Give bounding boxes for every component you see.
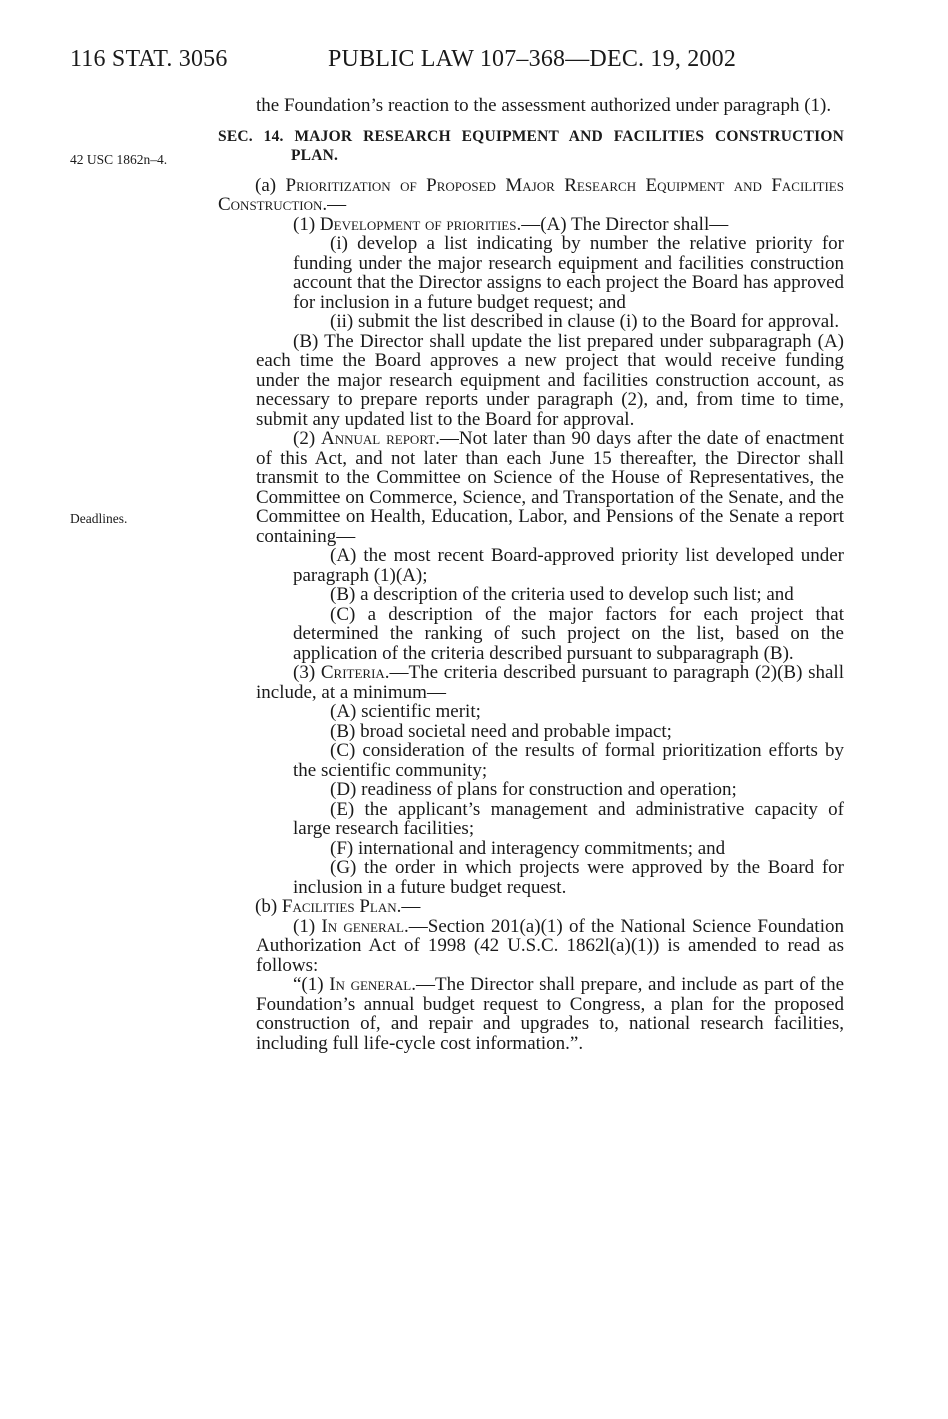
document-body [218, 96, 844, 1053]
b1-text: .—Section 201(a)(1) of the National Science Foundation Authorization Act of 1998 (42 U.S.C. 1862l(a)(1)) is amended to read as follows: [256, 915, 844, 976]
margin-note-deadlines: Deadlines. [70, 511, 128, 526]
b1-label: (1) [293, 915, 322, 937]
criterion-A: (A) scientific merit; [330, 701, 481, 722]
quoted-label: “(1) [293, 974, 330, 995]
clause-ii: (ii) submit the list described in clause (i) to the Board for approval. [330, 311, 840, 332]
continued-paragraph: the Foundation’s reaction to the assessment authorized under paragraph (1). [256, 95, 832, 116]
paragraph-2 [218, 429, 844, 546]
paragraph-2-label: (2) [293, 428, 322, 449]
public-law-citation: PUBLIC LAW 107–368—DEC. 19, 2002 [328, 46, 737, 72]
subsection-b [218, 897, 844, 917]
subsection-b-label: (b) [255, 896, 282, 917]
subparagraph-2C: (C) a description of the major factors for each project that determined the ranking of such project on the list, based on the application of the criteria described pursuant to subparagraph (B). [293, 603, 844, 664]
statute-page-number: 116 STAT. 3056 [70, 46, 228, 72]
paragraph-1-text: .—(A) The Director shall— [516, 213, 729, 235]
paragraph-3 [218, 663, 844, 702]
paragraph-2-title: Annual report [321, 428, 436, 449]
subsection-a-label: (a) [255, 174, 286, 196]
subsection-a [218, 176, 844, 215]
criterion-D: (D) readiness of plans for construction and operation; [330, 779, 737, 800]
clause-i: (i) develop a list indicating by number the relative priority for funding under the major research equipment and facilities construction account that the Director assigns to each project the Board has approved for inclusion in a future budget request; and [293, 233, 844, 313]
paragraph-3-label: (3) [293, 662, 321, 683]
subparagraph-2B: (B) a description of the criteria used to develop such list; and [330, 584, 794, 605]
subsection-b-dash: .— [396, 896, 421, 917]
subsection-a-title: Prioritization of Proposed Major Research Equipment and Facilities Construction [218, 174, 844, 215]
quoted-amendment [218, 975, 844, 1053]
subsection-b-title: Facilities Plan [281, 896, 397, 917]
b1-title: In general [321, 915, 404, 937]
paragraph-1-label: (1) [293, 213, 320, 235]
subparagraph-2A: (A) the most recent Board-approved priority list developed under paragraph (1)(A); [293, 545, 844, 586]
criterion-G: (G) the order in which projects were approved by the Board for inclusion in a future budget request. [293, 857, 844, 898]
paragraph-3-title: Criteria [320, 662, 385, 683]
paragraph-2-text: .—Not later than 90 days after the date of enactment of this Act, and not later than each June 15 thereafter, the Director shall transmit to the Committee on Science of the House of Representatives, the Committee on Commerce, Science, and Transportation of the Senate, and the Committee on Health, Education, Labor, and Pensions of the Senate a report containing— [256, 428, 844, 547]
subparagraph-1B: (B) The Director shall update the list prepared under subparagraph (A) each time the Board approves a new project that would receive funding under the major research equipment and facilities construction account, as necessary to prepare reports under paragraph (2), and, from time to time, submit any updated list to the Board for approval. [256, 330, 844, 430]
margin-note-usc: 42 USC 1862n–4. [70, 152, 168, 167]
paragraph-3-text: .—The criteria described pursuant to paragraph (2)(B) shall include, at a minimum— [256, 662, 844, 703]
paragraph-1-title: Development of priorities [319, 213, 517, 235]
criterion-F: (F) international and interagency commitments; and [330, 837, 726, 859]
section-heading: SEC. 14. MAJOR RESEARCH EQUIPMENT AND FACILITIES CONSTRUCTION PLAN. [218, 127, 844, 164]
subsection-b-paragraph-1 [218, 917, 844, 976]
subsection-a-dash: .— [322, 194, 347, 215]
criterion-C: (C) consideration of the results of formal prioritization efforts by the scientific community; [293, 740, 844, 781]
criterion-B: (B) broad societal need and probable impact; [330, 720, 672, 742]
criterion-E: (E) the applicant’s management and administrative capacity of large research facilities; [293, 798, 844, 839]
quoted-title: In general [329, 974, 412, 995]
quoted-text: .—The Director shall prepare, and include as part of the Foundation’s annual budget request to Congress, a plan for the proposed construction of, and repair and upgrades to, national research facilities, including full life-cycle cost information.”. [256, 974, 844, 1054]
paragraph-1 [218, 215, 844, 235]
